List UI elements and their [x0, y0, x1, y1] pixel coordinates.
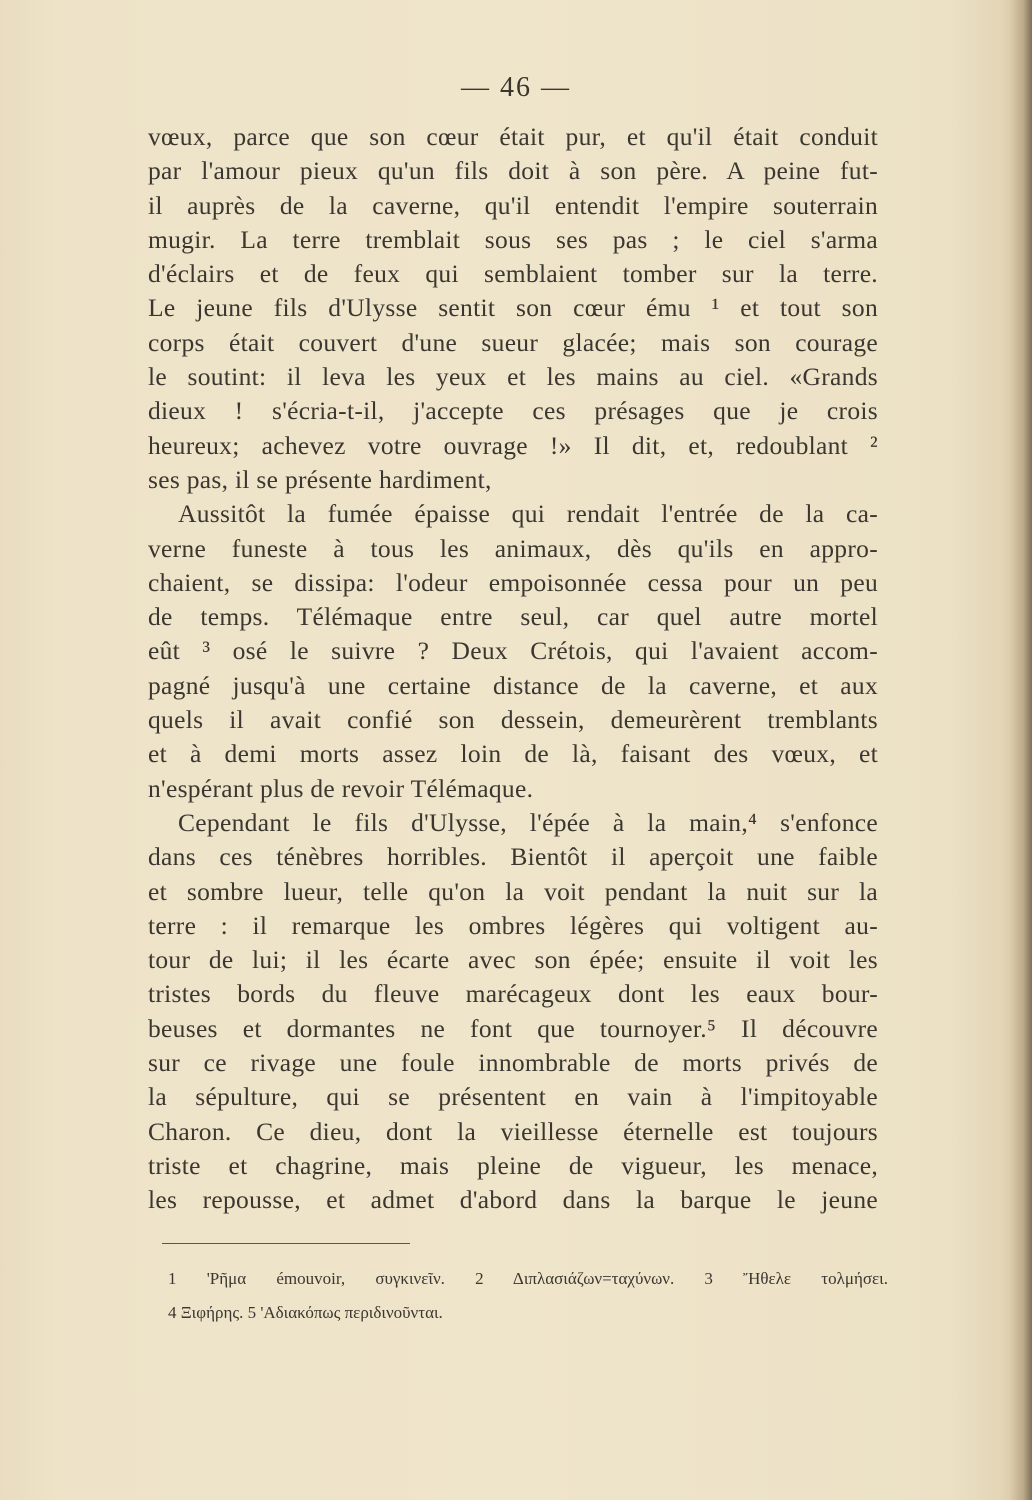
text-line: sur ce rivage une foule innombrable de morts privés de: [148, 1048, 878, 1078]
text-line: Cependant le fils d'Ulysse, l'épée à la main,⁴ s'enfonce: [178, 807, 878, 837]
text-line: Aussitôt la fumée épaisse qui rendait l'entrée de la ca-: [178, 499, 878, 529]
text-line: pagné jusqu'à une certaine distance de la caverne, et aux: [148, 670, 878, 700]
text-line: quels il avait confié son dessein, demeurèrent tremblants: [148, 705, 878, 735]
text-line: n'espérant plus de revoir Télémaque.: [148, 773, 534, 803]
text-line: ses pas, il se présente hardiment,: [148, 464, 492, 494]
text-line: et à demi morts assez loin de là, faisant des vœux, et: [148, 739, 878, 769]
text-line: verne funeste à tous les animaux, dès qu'ils en appro-: [148, 533, 878, 563]
text-line: Le jeune fils d'Ulysse sentit son cœur ému ¹ et tout son: [148, 293, 878, 323]
text-line: terre : il remarque les ombres légères qui voltigent au-: [148, 910, 878, 940]
text-line: dans ces ténèbres horribles. Bientôt il aperçoit une faible: [148, 842, 878, 872]
text-line: d'éclairs et de feux qui semblaient tomber sur la terre.: [148, 259, 878, 289]
text-line: chaient, se dissipa: l'odeur empoisonnée cessa pour un peu: [148, 567, 878, 597]
text-line: Charon. Ce dieu, dont la vieillesse éternelle est toujours: [148, 1116, 878, 1146]
page-number: — 46 —: [461, 72, 571, 103]
text-line: dieux ! s'écria-t-il, j'accepte ces présages que je crois: [148, 396, 878, 426]
text-line: mugir. La terre tremblait sous ses pas ; le ciel s'arma: [148, 224, 878, 254]
text-line: les repousse, et admet d'abord dans la barque le jeune: [148, 1185, 878, 1215]
text-line: triste et chagrine, mais pleine de vigueur, les menace,: [148, 1150, 878, 1180]
page-edge-shadow: [1010, 0, 1032, 1500]
footnote-line: 1 'Ρῆμα émouvoir, συγκινεῖν. 2 Διπλασιάζων=ταχύνων. 3 Ἤθελε τολμήσει.: [168, 1269, 888, 1288]
body-text: [148, 120, 878, 1218]
text-line: vœux, parce que son cœur était pur, et qu'il était conduit: [148, 122, 878, 151]
text-line: de temps. Télémaque entre seul, car quel autre mortel: [148, 602, 878, 632]
text-line: par l'amour pieux qu'un fils doit à son père. A peine fut-: [148, 156, 878, 186]
text-line: corps était couvert d'une sueur glacée; mais son courage: [148, 327, 878, 357]
footnote-line: 4 Ξιφήρης. 5 'Αδιακόπως περιδινοῦνται.: [168, 1303, 443, 1322]
text-line: la sépulture, qui se présentent en vain à l'impitoyable: [148, 1082, 878, 1112]
text-line: heureux; achevez votre ouvrage !» Il dit, et, redoublant ²: [148, 430, 878, 460]
footnote-divider: [162, 1243, 410, 1244]
text-line: eût ³ osé le suivre ? Deux Crétois, qui l'avaient accom-: [148, 636, 878, 666]
text-line: tristes bords du fleuve marécageux dont les eaux bour-: [148, 979, 878, 1009]
text-line: il auprès de la caverne, qu'il entendit l'empire souterrain: [148, 190, 878, 220]
text-line: et sombre lueur, telle qu'on la voit pendant la nuit sur la: [148, 876, 878, 906]
text-line: beuses et dormantes ne font que tournoyer.⁵ Il découvre: [148, 1013, 878, 1043]
footnotes: [168, 1262, 888, 1330]
text-line: le soutint: il leva les yeux et les mains au ciel. «Grands: [148, 362, 878, 392]
text-line: tour de lui; il les écarte avec son épée; ensuite il voit les: [148, 945, 878, 975]
